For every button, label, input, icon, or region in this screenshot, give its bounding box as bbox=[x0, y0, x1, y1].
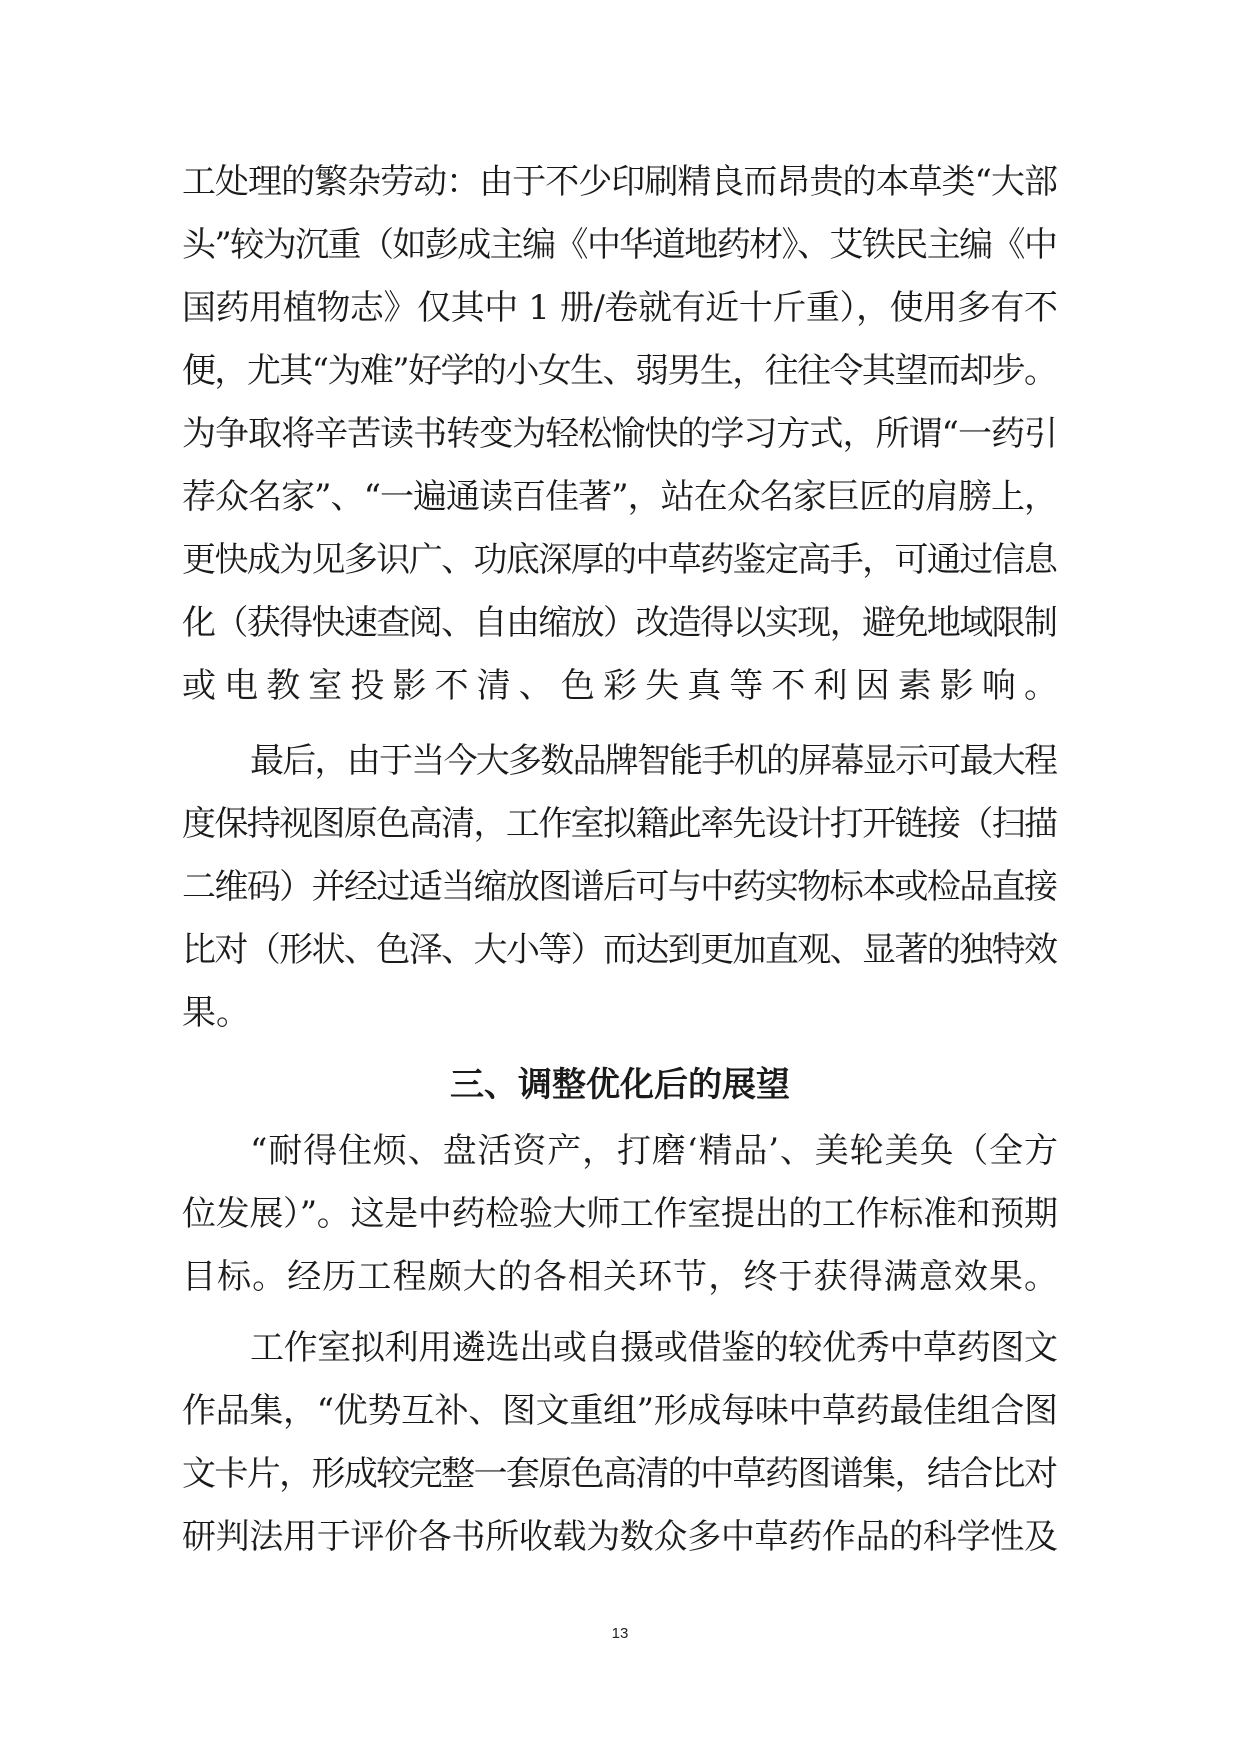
text-line: 研判法用于评价各书所收载为数众多中草药作品的科学性及 bbox=[182, 1517, 1058, 1557]
text-line: 最后，由于当今大多数品牌智能手机的屏幕显示可最大程 bbox=[250, 741, 1057, 781]
text-line: 度保持视图原色高清，工作室拟籍此率先设计打开链接（扫描 bbox=[182, 804, 1057, 844]
text-line: 比对（形状、色泽、大小等）而达到更加直观、显著的独特效 bbox=[182, 930, 1057, 970]
text-line: 果。 bbox=[182, 993, 250, 1033]
text-line: 目标。经历工程颇大的各相关环节，终于获得满意效果。 bbox=[182, 1257, 1060, 1297]
text-line: 工作室拟利用遴选出或自摄或借鉴的较优秀中草药图文 bbox=[250, 1328, 1058, 1368]
text-line: 位发展）”。这是中药检验大师工作室提出的工作标准和预期 bbox=[182, 1194, 1058, 1234]
text-line: “耐得住烦、盘活资产，打磨‘精品’、美轮美奂（全方 bbox=[250, 1131, 1059, 1171]
text-line: 便，尤其“为难”好学的小女生、弱男生，往往令其望而却步。 bbox=[182, 351, 1057, 391]
text-line: 文卡片，形成较完整一套原色高清的中草药图谱集，结合比对 bbox=[182, 1454, 1057, 1494]
text-line: 为争取将辛苦读书转变为轻松愉快的学习方式，所谓“一药引 bbox=[182, 414, 1058, 454]
text-line: 二维码）并经过适当缩放图谱后可与中药实物标本或检品直接 bbox=[182, 867, 1057, 907]
text-line: 国药用植物志》仅其中 1 册/卷就有近十斤重），使用多有不 bbox=[182, 288, 1058, 328]
text-line: 更快成为见多识广、功底深厚的中草药鉴定高手，可通过信息 bbox=[182, 540, 1057, 580]
section-heading: 三、调整优化后的展望 bbox=[450, 1065, 790, 1105]
text-line: 作品集，“优势互补、图文重组”形成每味中草药最佳组合图 bbox=[182, 1391, 1058, 1431]
text-line: 化（获得快速查阅、自由缩放）改造得以实现，避免地域限制 bbox=[182, 603, 1057, 643]
text-line: 或电教室投影不清、色彩失真等不利因素影响。 bbox=[182, 666, 1067, 706]
text-line: 荐众名家”、“一遍通读百佳著”，站在众名家巨匠的肩膀上， bbox=[182, 477, 1058, 517]
page-number: 13 bbox=[611, 1625, 629, 1642]
text-line: 头”较为沉重（如彭成主编《中华道地药材》、艾铁民主编《中 bbox=[182, 225, 1057, 265]
text-line: 工处理的繁杂劳动：由于不少印刷精良而昂贵的本草类“大部 bbox=[182, 162, 1058, 202]
